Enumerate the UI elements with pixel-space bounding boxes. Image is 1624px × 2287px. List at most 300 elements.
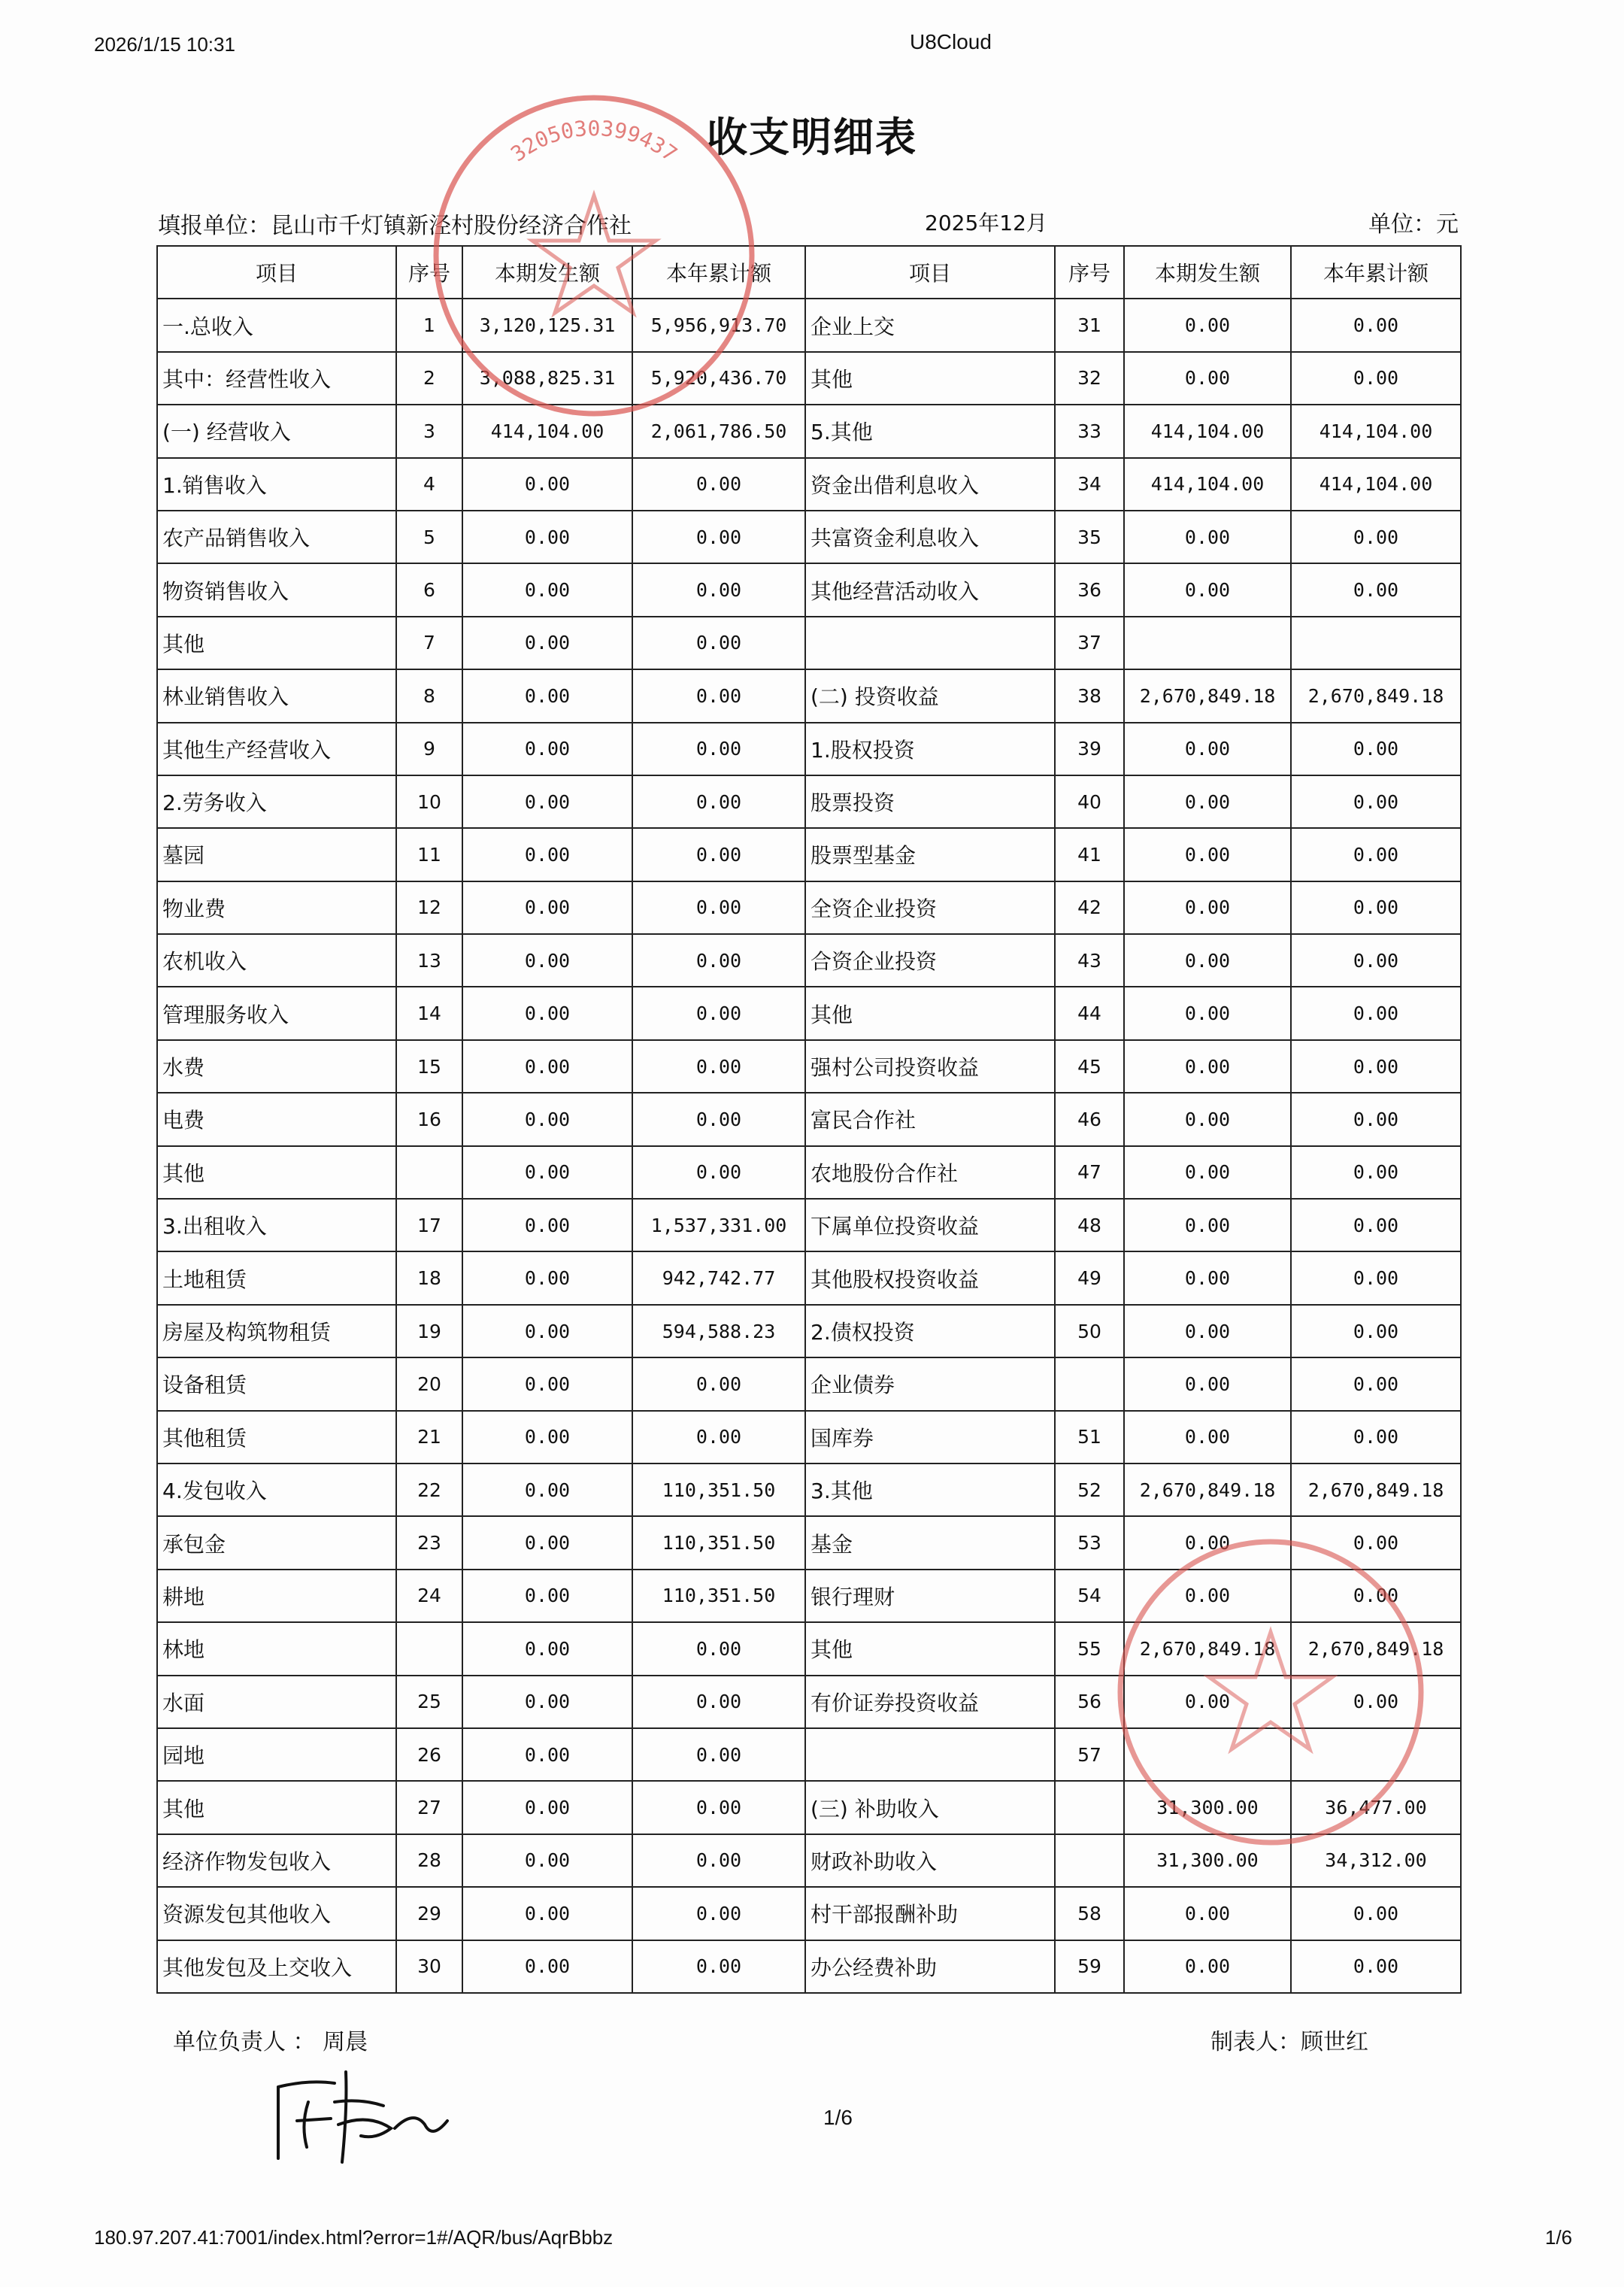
right-seq-cell: 45 bbox=[1055, 1040, 1124, 1093]
right-item-cell: 基金 bbox=[805, 1516, 1055, 1569]
left-seq-cell: 23 bbox=[396, 1516, 462, 1569]
table-row bbox=[157, 723, 1461, 775]
right-seq-cell bbox=[1055, 1781, 1124, 1834]
table-row bbox=[157, 1622, 1461, 1675]
table-row bbox=[157, 828, 1461, 881]
left-ytd-amount-cell: 0.00 bbox=[632, 1357, 805, 1410]
right-seq-cell: 34 bbox=[1055, 458, 1124, 511]
left-ytd-amount-cell: 0.00 bbox=[632, 775, 805, 828]
right-current-amount-cell: 0.00 bbox=[1124, 1199, 1291, 1251]
left-item-cell: 3.出租收入 bbox=[157, 1199, 396, 1251]
right-current-amount-cell: 414,104.00 bbox=[1124, 458, 1291, 511]
right-ytd-amount-cell: 36,477.00 bbox=[1291, 1781, 1461, 1834]
left-ytd-amount-cell: 0.00 bbox=[632, 617, 805, 669]
table-row bbox=[157, 987, 1461, 1039]
right-current-amount-cell: 0.00 bbox=[1124, 1093, 1291, 1145]
table-row bbox=[157, 1199, 1461, 1251]
left-seq-cell: 4 bbox=[396, 458, 462, 511]
left-current-amount-cell: 0.00 bbox=[462, 1781, 632, 1834]
left-current-amount-cell: 0.00 bbox=[462, 723, 632, 775]
left-current-amount-cell: 0.00 bbox=[462, 1305, 632, 1357]
left-item-cell: 耕地 bbox=[157, 1570, 396, 1622]
right-item-cell: 村干部报酬补助 bbox=[805, 1887, 1055, 1940]
left-current-amount-cell: 0.00 bbox=[462, 617, 632, 669]
left-item-cell: 水面 bbox=[157, 1676, 396, 1728]
right-seq-cell: 55 bbox=[1055, 1622, 1124, 1675]
left-seq-cell: 8 bbox=[396, 669, 462, 722]
table-row bbox=[157, 881, 1461, 934]
col-header: 序号 bbox=[396, 246, 462, 299]
right-seq-cell: 35 bbox=[1055, 511, 1124, 563]
left-current-amount-cell: 0.00 bbox=[462, 934, 632, 987]
left-seq-cell: 30 bbox=[396, 1940, 462, 1993]
left-ytd-amount-cell: 0.00 bbox=[632, 1411, 805, 1463]
left-seq-cell: 11 bbox=[396, 828, 462, 881]
left-seq-cell: 27 bbox=[396, 1781, 462, 1834]
right-ytd-amount-cell: 2,670,849.18 bbox=[1291, 669, 1461, 722]
right-item-cell: 股票型基金 bbox=[805, 828, 1055, 881]
left-item-cell: 电费 bbox=[157, 1093, 396, 1145]
right-ytd-amount-cell: 0.00 bbox=[1291, 1305, 1461, 1357]
left-item-cell: 林业销售收入 bbox=[157, 669, 396, 722]
left-item-cell: 其他发包及上交收入 bbox=[157, 1940, 396, 1993]
left-ytd-amount-cell: 0.00 bbox=[632, 1728, 805, 1781]
right-current-amount-cell: 0.00 bbox=[1124, 1251, 1291, 1304]
right-item-cell: 其他经营活动收入 bbox=[805, 563, 1055, 616]
right-ytd-amount-cell: 0.00 bbox=[1291, 828, 1461, 881]
left-seq-cell: 21 bbox=[396, 1411, 462, 1463]
left-item-cell: 设备租赁 bbox=[157, 1357, 396, 1410]
left-item-cell: 农产品销售收入 bbox=[157, 511, 396, 563]
col-header: 本年累计额 bbox=[1291, 246, 1461, 299]
col-header: 本期发生额 bbox=[1124, 246, 1291, 299]
right-item-cell: 财政补助收入 bbox=[805, 1834, 1055, 1887]
right-ytd-amount-cell: 0.00 bbox=[1291, 775, 1461, 828]
left-seq-cell: 17 bbox=[396, 1199, 462, 1251]
left-item-cell: 园地 bbox=[157, 1728, 396, 1781]
left-ytd-amount-cell: 0.00 bbox=[632, 1622, 805, 1675]
table-row bbox=[157, 1834, 1461, 1887]
left-ytd-amount-cell: 1,537,331.00 bbox=[632, 1199, 805, 1251]
table-row bbox=[157, 775, 1461, 828]
right-item-cell: 下属单位投资收益 bbox=[805, 1199, 1055, 1251]
right-item-cell: 强村公司投资收益 bbox=[805, 1040, 1055, 1093]
right-ytd-amount-cell: 0.00 bbox=[1291, 1040, 1461, 1093]
right-ytd-amount-cell: 0.00 bbox=[1291, 987, 1461, 1039]
page-url: 180.97.207.41:7001/index.html?error=1#/AQR/bus/AqrBbbz bbox=[94, 2226, 614, 2249]
left-ytd-amount-cell: 0.00 bbox=[632, 511, 805, 563]
table-header-row bbox=[157, 246, 1461, 299]
right-current-amount-cell: 0.00 bbox=[1124, 1676, 1291, 1728]
left-item-cell: 墓园 bbox=[157, 828, 396, 881]
right-seq-cell: 36 bbox=[1055, 563, 1124, 616]
left-item-cell: 房屋及构筑物租赁 bbox=[157, 1305, 396, 1357]
right-current-amount-cell: 0.00 bbox=[1124, 881, 1291, 934]
left-seq-cell: 24 bbox=[396, 1570, 462, 1622]
left-seq-cell: 2 bbox=[396, 352, 462, 405]
right-item-cell: 有价证券投资收益 bbox=[805, 1676, 1055, 1728]
left-ytd-amount-cell: 0.00 bbox=[632, 1887, 805, 1940]
right-ytd-amount-cell: 0.00 bbox=[1291, 723, 1461, 775]
right-seq-cell: 33 bbox=[1055, 405, 1124, 457]
left-seq-cell bbox=[396, 1622, 462, 1675]
right-seq-cell: 38 bbox=[1055, 669, 1124, 722]
left-seq-cell: 1 bbox=[396, 299, 462, 351]
right-item-cell: 其他 bbox=[805, 987, 1055, 1039]
left-seq-cell: 20 bbox=[396, 1357, 462, 1410]
left-current-amount-cell: 0.00 bbox=[462, 1834, 632, 1887]
left-ytd-amount-cell: 0.00 bbox=[632, 1834, 805, 1887]
right-item-cell: 2.债权投资 bbox=[805, 1305, 1055, 1357]
left-ytd-amount-cell: 110,351.50 bbox=[632, 1570, 805, 1622]
right-item-cell: 3.其他 bbox=[805, 1463, 1055, 1516]
table-row bbox=[157, 934, 1461, 987]
left-current-amount-cell: 414,104.00 bbox=[462, 405, 632, 457]
right-item-cell: 合资企业投资 bbox=[805, 934, 1055, 987]
left-ytd-amount-cell: 594,588.23 bbox=[632, 1305, 805, 1357]
left-current-amount-cell: 0.00 bbox=[462, 828, 632, 881]
left-ytd-amount-cell: 5,920,436.70 bbox=[632, 352, 805, 405]
handwritten-signature bbox=[263, 2057, 459, 2170]
right-item-cell: 银行理财 bbox=[805, 1570, 1055, 1622]
right-item-cell: 全资企业投资 bbox=[805, 881, 1055, 934]
responsible-person: 单位负责人 ： 周晨 bbox=[173, 2029, 368, 2055]
right-item-cell: 富民合作社 bbox=[805, 1093, 1055, 1145]
table-row bbox=[157, 1146, 1461, 1199]
left-ytd-amount-cell: 0.00 bbox=[632, 1781, 805, 1834]
right-ytd-amount-cell: 2,670,849.18 bbox=[1291, 1622, 1461, 1675]
left-item-cell: 1.销售收入 bbox=[157, 458, 396, 511]
table-row bbox=[157, 617, 1461, 669]
col-header: 序号 bbox=[1055, 246, 1124, 299]
left-current-amount-cell: 3,088,825.31 bbox=[462, 352, 632, 405]
right-current-amount-cell: 0.00 bbox=[1124, 1357, 1291, 1410]
right-ytd-amount-cell: 0.00 bbox=[1291, 1093, 1461, 1145]
right-current-amount-cell bbox=[1124, 1728, 1291, 1781]
right-current-amount-cell: 0.00 bbox=[1124, 1516, 1291, 1569]
right-item-cell bbox=[805, 1728, 1055, 1781]
left-current-amount-cell: 0.00 bbox=[462, 1357, 632, 1410]
right-ytd-amount-cell: 0.00 bbox=[1291, 1676, 1461, 1728]
right-current-amount-cell: 0.00 bbox=[1124, 987, 1291, 1039]
left-item-cell: 承包金 bbox=[157, 1516, 396, 1569]
left-ytd-amount-cell: 0.00 bbox=[632, 1676, 805, 1728]
right-current-amount-cell: 0.00 bbox=[1124, 1570, 1291, 1622]
right-item-cell: 企业上交 bbox=[805, 299, 1055, 351]
left-seq-cell: 22 bbox=[396, 1463, 462, 1516]
left-current-amount-cell: 0.00 bbox=[462, 1887, 632, 1940]
left-current-amount-cell: 0.00 bbox=[462, 563, 632, 616]
left-seq-cell: 14 bbox=[396, 987, 462, 1039]
left-item-cell: 其他生产经营收入 bbox=[157, 723, 396, 775]
right-ytd-amount-cell: 34,312.00 bbox=[1291, 1834, 1461, 1887]
right-seq-cell: 40 bbox=[1055, 775, 1124, 828]
right-ytd-amount-cell: 0.00 bbox=[1291, 1570, 1461, 1622]
left-ytd-amount-cell: 0.00 bbox=[632, 669, 805, 722]
right-ytd-amount-cell: 0.00 bbox=[1291, 299, 1461, 351]
right-seq-cell bbox=[1055, 1834, 1124, 1887]
left-ytd-amount-cell: 0.00 bbox=[632, 563, 805, 616]
left-seq-cell: 29 bbox=[396, 1887, 462, 1940]
table-row bbox=[157, 669, 1461, 722]
right-seq-cell: 52 bbox=[1055, 1463, 1124, 1516]
right-item-cell: 国库券 bbox=[805, 1411, 1055, 1463]
right-ytd-amount-cell: 0.00 bbox=[1291, 1357, 1461, 1410]
table-row bbox=[157, 1093, 1461, 1145]
right-seq-cell bbox=[1055, 1357, 1124, 1410]
left-current-amount-cell: 0.00 bbox=[462, 1411, 632, 1463]
print-datetime: 2026/1/15 10:31 bbox=[94, 33, 235, 56]
table-row bbox=[157, 1676, 1461, 1728]
col-header: 本期发生额 bbox=[462, 246, 632, 299]
right-item-cell: 其他 bbox=[805, 1622, 1055, 1675]
table-row bbox=[157, 563, 1461, 616]
left-current-amount-cell: 0.00 bbox=[462, 1940, 632, 1993]
right-ytd-amount-cell bbox=[1291, 617, 1461, 669]
left-seq-cell: 28 bbox=[396, 1834, 462, 1887]
left-ytd-amount-cell: 942,742.77 bbox=[632, 1251, 805, 1304]
seal-number: 3205030399437 bbox=[506, 115, 682, 167]
left-ytd-amount-cell: 5,956,913.70 bbox=[632, 299, 805, 351]
right-current-amount-cell: 0.00 bbox=[1124, 511, 1291, 563]
left-seq-cell: 10 bbox=[396, 775, 462, 828]
right-ytd-amount-cell: 414,104.00 bbox=[1291, 405, 1461, 457]
table-row bbox=[157, 1411, 1461, 1463]
right-ytd-amount-cell: 0.00 bbox=[1291, 563, 1461, 616]
right-seq-cell: 42 bbox=[1055, 881, 1124, 934]
left-seq-cell: 25 bbox=[396, 1676, 462, 1728]
left-seq-cell: 5 bbox=[396, 511, 462, 563]
left-item-cell: 林地 bbox=[157, 1622, 396, 1675]
left-current-amount-cell: 0.00 bbox=[462, 1728, 632, 1781]
right-item-cell: 股票投资 bbox=[805, 775, 1055, 828]
right-seq-cell: 31 bbox=[1055, 299, 1124, 351]
right-seq-cell: 59 bbox=[1055, 1940, 1124, 1993]
table-row bbox=[157, 405, 1461, 457]
report-period: 2025年12月 bbox=[925, 211, 1047, 235]
right-item-cell: 资金出借利息收入 bbox=[805, 458, 1055, 511]
right-current-amount-cell: 0.00 bbox=[1124, 934, 1291, 987]
right-seq-cell: 53 bbox=[1055, 1516, 1124, 1569]
left-item-cell: 其他 bbox=[157, 617, 396, 669]
right-item-cell: 1.股权投资 bbox=[805, 723, 1055, 775]
left-current-amount-cell: 0.00 bbox=[462, 1570, 632, 1622]
right-ytd-amount-cell: 0.00 bbox=[1291, 1146, 1461, 1199]
left-seq-cell: 13 bbox=[396, 934, 462, 987]
table-row bbox=[157, 1040, 1461, 1093]
table-row bbox=[157, 352, 1461, 405]
right-seq-cell: 49 bbox=[1055, 1251, 1124, 1304]
right-current-amount-cell: 0.00 bbox=[1124, 1887, 1291, 1940]
right-seq-cell: 44 bbox=[1055, 987, 1124, 1039]
table-row bbox=[157, 1463, 1461, 1516]
right-ytd-amount-cell: 2,670,849.18 bbox=[1291, 1463, 1461, 1516]
left-seq-cell bbox=[396, 1146, 462, 1199]
left-current-amount-cell: 0.00 bbox=[462, 458, 632, 511]
right-ytd-amount-cell bbox=[1291, 1728, 1461, 1781]
left-seq-cell: 26 bbox=[396, 1728, 462, 1781]
right-seq-cell: 57 bbox=[1055, 1728, 1124, 1781]
right-seq-cell: 43 bbox=[1055, 934, 1124, 987]
right-ytd-amount-cell: 0.00 bbox=[1291, 881, 1461, 934]
left-current-amount-cell: 0.00 bbox=[462, 1199, 632, 1251]
right-ytd-amount-cell: 0.00 bbox=[1291, 511, 1461, 563]
right-current-amount-cell: 414,104.00 bbox=[1124, 405, 1291, 457]
right-current-amount-cell: 0.00 bbox=[1124, 723, 1291, 775]
table-row bbox=[157, 1305, 1461, 1357]
right-current-amount-cell: 2,670,849.18 bbox=[1124, 1463, 1291, 1516]
left-ytd-amount-cell: 0.00 bbox=[632, 1940, 805, 1993]
left-current-amount-cell: 0.00 bbox=[462, 1251, 632, 1304]
right-current-amount-cell: 31,300.00 bbox=[1124, 1781, 1291, 1834]
table-row bbox=[157, 1781, 1461, 1834]
right-ytd-amount-cell: 0.00 bbox=[1291, 1411, 1461, 1463]
col-header: 项目 bbox=[157, 246, 396, 299]
income-expense-table bbox=[156, 245, 1462, 1994]
left-seq-cell: 19 bbox=[396, 1305, 462, 1357]
table-row bbox=[157, 1728, 1461, 1781]
left-current-amount-cell: 0.00 bbox=[462, 987, 632, 1039]
col-header: 本年累计额 bbox=[632, 246, 805, 299]
right-ytd-amount-cell: 0.00 bbox=[1291, 1940, 1461, 1993]
right-current-amount-cell: 0.00 bbox=[1124, 775, 1291, 828]
left-item-cell: 土地租赁 bbox=[157, 1251, 396, 1304]
right-seq-cell: 54 bbox=[1055, 1570, 1124, 1622]
left-ytd-amount-cell: 0.00 bbox=[632, 1146, 805, 1199]
left-ytd-amount-cell: 0.00 bbox=[632, 881, 805, 934]
left-current-amount-cell: 3,120,125.31 bbox=[462, 299, 632, 351]
table-row bbox=[157, 458, 1461, 511]
right-seq-cell: 41 bbox=[1055, 828, 1124, 881]
right-item-cell: 共富资金利息收入 bbox=[805, 511, 1055, 563]
left-item-cell: 其他租赁 bbox=[157, 1411, 396, 1463]
left-item-cell: 农机收入 bbox=[157, 934, 396, 987]
right-current-amount-cell: 2,670,849.18 bbox=[1124, 669, 1291, 722]
left-current-amount-cell: 0.00 bbox=[462, 1516, 632, 1569]
left-ytd-amount-cell: 0.00 bbox=[632, 934, 805, 987]
right-current-amount-cell: 0.00 bbox=[1124, 1146, 1291, 1199]
left-current-amount-cell: 0.00 bbox=[462, 881, 632, 934]
right-ytd-amount-cell: 0.00 bbox=[1291, 934, 1461, 987]
left-item-cell: 一.总收入 bbox=[157, 299, 396, 351]
left-seq-cell: 3 bbox=[396, 405, 462, 457]
right-ytd-amount-cell: 0.00 bbox=[1291, 1199, 1461, 1251]
col-header: 项目 bbox=[805, 246, 1055, 299]
right-current-amount-cell bbox=[1124, 617, 1291, 669]
table-row bbox=[157, 1357, 1461, 1410]
page-number-right: 1/6 bbox=[1545, 2226, 1573, 2249]
right-seq-cell: 50 bbox=[1055, 1305, 1124, 1357]
left-current-amount-cell: 0.00 bbox=[462, 1463, 632, 1516]
left-item-cell: 资源发包其他收入 bbox=[157, 1887, 396, 1940]
report-title: 收支明细表 bbox=[707, 114, 917, 161]
left-current-amount-cell: 0.00 bbox=[462, 1093, 632, 1145]
table-row bbox=[157, 1887, 1461, 1940]
table-row bbox=[157, 1940, 1461, 1993]
right-item-cell: 企业债券 bbox=[805, 1357, 1055, 1410]
right-current-amount-cell: 2,670,849.18 bbox=[1124, 1622, 1291, 1675]
preparer: 制表人：顾世红 bbox=[1210, 2029, 1368, 2055]
right-ytd-amount-cell: 0.00 bbox=[1291, 352, 1461, 405]
left-current-amount-cell: 0.00 bbox=[462, 511, 632, 563]
table-row bbox=[157, 1251, 1461, 1304]
left-current-amount-cell: 0.00 bbox=[462, 775, 632, 828]
reporting-unit: 填报单位：昆山市千灯镇新泾村股份经济合作社 bbox=[158, 213, 632, 239]
right-current-amount-cell: 0.00 bbox=[1124, 563, 1291, 616]
left-ytd-amount-cell: 0.00 bbox=[632, 1040, 805, 1093]
left-ytd-amount-cell: 110,351.50 bbox=[632, 1463, 805, 1516]
right-current-amount-cell: 0.00 bbox=[1124, 352, 1291, 405]
table-row bbox=[157, 299, 1461, 351]
right-seq-cell: 51 bbox=[1055, 1411, 1124, 1463]
left-item-cell: 4.发包收入 bbox=[157, 1463, 396, 1516]
left-current-amount-cell: 0.00 bbox=[462, 1040, 632, 1093]
print-app-name: U8Cloud bbox=[910, 30, 992, 53]
left-item-cell: (一) 经营收入 bbox=[157, 405, 396, 457]
right-seq-cell: 58 bbox=[1055, 1887, 1124, 1940]
right-item-cell: 5.其他 bbox=[805, 405, 1055, 457]
left-current-amount-cell: 0.00 bbox=[462, 1676, 632, 1728]
left-current-amount-cell: 0.00 bbox=[462, 669, 632, 722]
left-ytd-amount-cell: 0.00 bbox=[632, 987, 805, 1039]
left-item-cell: 其他 bbox=[157, 1146, 396, 1199]
right-item-cell: (三) 补助收入 bbox=[805, 1781, 1055, 1834]
page-number-center: 1/6 bbox=[823, 2106, 853, 2129]
right-ytd-amount-cell: 0.00 bbox=[1291, 1516, 1461, 1569]
right-current-amount-cell: 0.00 bbox=[1124, 1940, 1291, 1993]
left-ytd-amount-cell: 0.00 bbox=[632, 1093, 805, 1145]
table-row bbox=[157, 1516, 1461, 1569]
right-item-cell: 农地股份合作社 bbox=[805, 1146, 1055, 1199]
left-item-cell: 经济作物发包收入 bbox=[157, 1834, 396, 1887]
right-seq-cell: 56 bbox=[1055, 1676, 1124, 1728]
right-current-amount-cell: 0.00 bbox=[1124, 1411, 1291, 1463]
left-item-cell: 其中：经营性收入 bbox=[157, 352, 396, 405]
left-seq-cell: 6 bbox=[396, 563, 462, 616]
left-ytd-amount-cell: 0.00 bbox=[632, 458, 805, 511]
right-seq-cell: 47 bbox=[1055, 1146, 1124, 1199]
left-seq-cell: 12 bbox=[396, 881, 462, 934]
left-seq-cell: 16 bbox=[396, 1093, 462, 1145]
left-item-cell: 物业费 bbox=[157, 881, 396, 934]
right-item-cell: 其他股权投资收益 bbox=[805, 1251, 1055, 1304]
left-item-cell: 其他 bbox=[157, 1781, 396, 1834]
left-item-cell: 管理服务收入 bbox=[157, 987, 396, 1039]
right-seq-cell: 46 bbox=[1055, 1093, 1124, 1145]
left-ytd-amount-cell: 2,061,786.50 bbox=[632, 405, 805, 457]
left-ytd-amount-cell: 0.00 bbox=[632, 828, 805, 881]
right-current-amount-cell: 0.00 bbox=[1124, 1305, 1291, 1357]
left-item-cell: 水费 bbox=[157, 1040, 396, 1093]
right-seq-cell: 32 bbox=[1055, 352, 1124, 405]
table-row bbox=[157, 1570, 1461, 1622]
left-ytd-amount-cell: 110,351.50 bbox=[632, 1516, 805, 1569]
right-ytd-amount-cell: 0.00 bbox=[1291, 1887, 1461, 1940]
right-seq-cell: 39 bbox=[1055, 723, 1124, 775]
left-current-amount-cell: 0.00 bbox=[462, 1622, 632, 1675]
left-seq-cell: 18 bbox=[396, 1251, 462, 1304]
right-current-amount-cell: 0.00 bbox=[1124, 299, 1291, 351]
table-body bbox=[157, 299, 1461, 1993]
left-item-cell: 2.劳务收入 bbox=[157, 775, 396, 828]
left-seq-cell: 7 bbox=[396, 617, 462, 669]
right-ytd-amount-cell: 414,104.00 bbox=[1291, 458, 1461, 511]
right-seq-cell: 37 bbox=[1055, 617, 1124, 669]
left-seq-cell: 9 bbox=[396, 723, 462, 775]
right-current-amount-cell: 31,300.00 bbox=[1124, 1834, 1291, 1887]
right-item-cell: (二) 投资收益 bbox=[805, 669, 1055, 722]
right-current-amount-cell: 0.00 bbox=[1124, 1040, 1291, 1093]
